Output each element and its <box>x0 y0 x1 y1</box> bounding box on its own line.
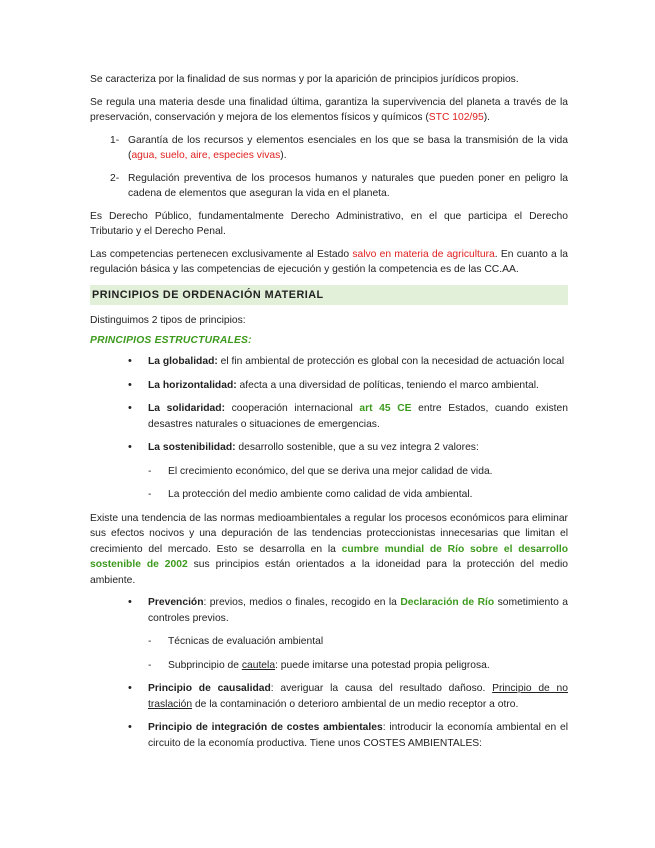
bullet-icon: • <box>128 596 132 608</box>
bullet-icon: • <box>128 355 132 367</box>
bullet-icon: • <box>128 441 132 453</box>
list-item: • La sostenibilidad: desarrollo sostenible, que a su vez integra 2 valores: <box>90 440 568 456</box>
list-item: • La globalidad: el fin ambiental de protección es global con la necesidad de actuación local <box>90 354 568 370</box>
paragraph-tipos: Distinguimos 2 tipos de principios: <box>90 314 246 326</box>
list-item: 1- Garantía de los recursos y elementos esenciales en los que se basa la transmisión de la vida (agua, suelo, aire, especies vivas). <box>110 134 568 161</box>
bullet-icon: • <box>128 721 132 733</box>
paragraph-intro: Se caracteriza por la finalidad de sus normas y por la aparición de principios jurídicos propios. <box>90 74 519 85</box>
paragraph-derecho-publico: Es Derecho Público, fundamentalmente Derecho Administrativo, en el que participa el Derecho Tributario y el Derecho Penal. <box>90 210 568 237</box>
estructurales-list <box>90 354 568 456</box>
list-item: - Subprincipio de cautela: puede imitarse una potestad propia peligrosa. <box>148 659 490 671</box>
bullet-icon: • <box>128 402 132 414</box>
list-item: 2- Regulación preventiva de los procesos humanos y naturales que pueden poner en peligro la cadena de elementos que aseguran la vida en el planeta. <box>110 172 568 199</box>
list-item: • Principio de causalidad: averiguar la causa del resultado dañoso. Principio de no traslación de la contaminación o deterioro ambiental de un medio receptor a otro. <box>128 682 568 710</box>
stc-reference: STC 102/95 <box>428 112 484 123</box>
estructurales-heading: PRINCIPIOS ESTRUCTURALES: <box>90 335 252 346</box>
list-item: • La solidaridad: cooperación internacional art 45 CE entre Estados, cuando existen desastres naturales o situaciones de emergencias. <box>128 402 568 430</box>
bullet-icon: • <box>128 378 132 391</box>
list-item: • Principio de integración de costes ambientales: introducir la economía ambiental en el circuito de la economía productiva. Tiene unos COSTES AMBIENTALES: <box>128 721 568 749</box>
numbered-list <box>90 133 568 202</box>
document-page <box>90 72 568 759</box>
section-heading: PRINCIPIOS DE ORDENACIÓN MATERIAL <box>90 285 568 305</box>
funcionales-list <box>90 595 568 626</box>
list-item: - La protección del medio ambiente como calidad de vida ambiental. <box>148 489 473 500</box>
list-item: - El crecimiento económico, del que se deriva una mejor calidad de vida. <box>148 465 493 477</box>
sostenibilidad-values <box>90 464 568 503</box>
paragraph-tendencia: Existe una tendencia de las normas medioambientales a regular los procesos económicos para eliminar sus efectos nocivos y una depuración de las tendencias proteccionistas innecesarias que limitan el crecimiento del mercado. Esto se desarrolla en la cumbre mundial de Río sobre el desarrollo sostenible de 2002 sus principios están orientados a la idoneidad para la protección del medio ambiente. <box>90 512 568 586</box>
prevencion-items <box>90 634 568 673</box>
list-item: • Prevención: previos, medios o finales, recogido en la Declaración de Río sometimiento a controles previos. <box>128 596 568 624</box>
paragraph-competencias: Las competencias pertenecen exclusivamente al Estado salvo en materia de agricultura. En cuanto a la regulación básica y las competencias de ejecución y gestión la competencia es de las CC.AA. <box>90 248 568 275</box>
list-item: • La horizontalidad: afecta a una diversidad de políticas, teniendo el marco ambiental. <box>90 378 568 394</box>
principios-list <box>90 681 568 751</box>
list-item: - Técnicas de evaluación ambiental <box>148 636 324 647</box>
paragraph-finalidad: Se regula una materia desde una finalidad última, garantiza la supervivencia del planeta a través de la preservación, conservación y mejora de los elementos físicos y químicos (STC 102/95). <box>90 96 568 123</box>
bullet-icon: • <box>128 682 132 694</box>
